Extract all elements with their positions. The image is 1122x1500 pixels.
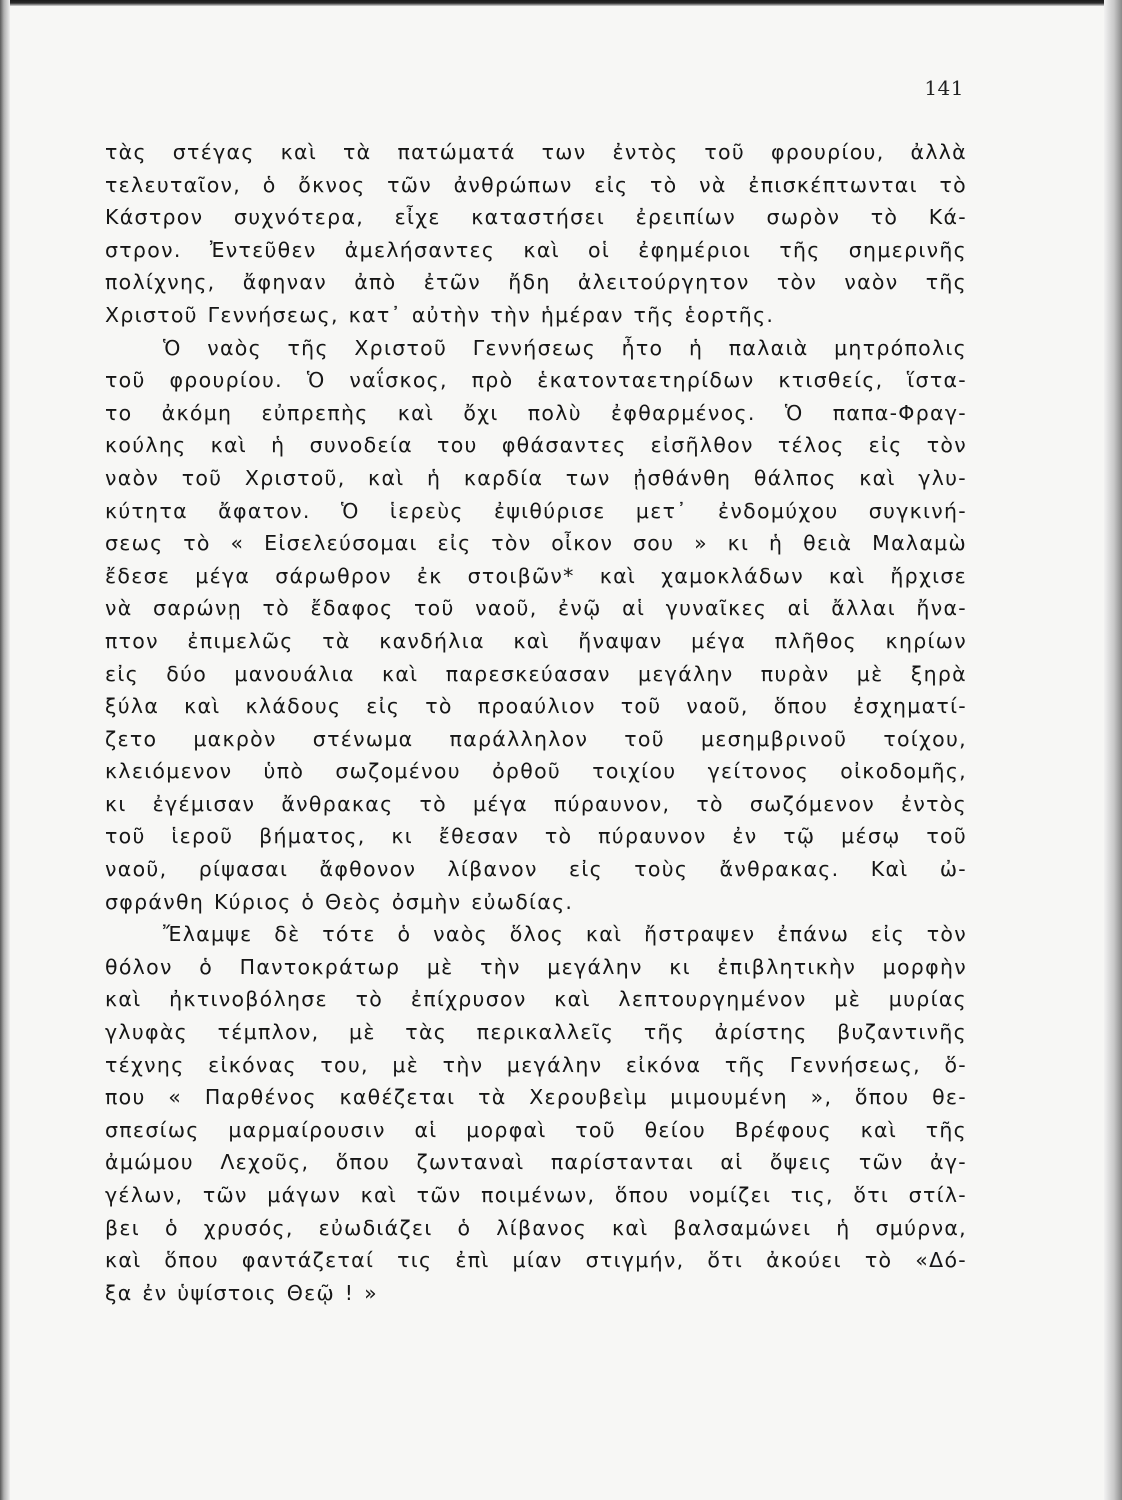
text-line: ξα ἐν ὑψίστοις Θεῷ ! » [105, 1280, 378, 1305]
scan-edge-left [0, 0, 10, 1500]
text-line: κλειόμενον ὑπὸ σωζομένου ὀρθοῦ τοιχίου γείτονος οἰκοδομῆς, [105, 759, 967, 784]
text-line: τὰς στέγας καὶ τὰ πατώματά των ἐντὸς τοῦ φρουρίου, ἀλλὰ [105, 140, 967, 164]
text-line: στρον. Ἐντεῦθεν ἀμελήσαντες καὶ οἱ ἐφημέριοι τῆς σημερινῆς [105, 237, 967, 262]
text-line: ἀμώμου Λεχοῦς, ὅπου ζωνταναὶ παρίστανται αἱ ὄψεις τῶν ἀγ- [105, 1150, 967, 1175]
text-line: ἔδεσε μέγα σάρωθρον ἐκ στοιβῶν* καὶ χαμοκλάδων καὶ ἤρχισε [105, 563, 967, 588]
text-line: Ἔλαμψε δὲ τότε ὁ ναὸς ὅλος καὶ ἤστραψεν ἐπάνω εἰς τὸν [163, 922, 967, 947]
text-line: θόλον ὁ Παντοκράτωρ μὲ τὴν μεγάλην κι ἐπιβλητικὴν μορφὴν [105, 954, 967, 979]
text-line: τοῦ φρουρίου. Ὁ ναΐσκος, πρὸ ἑκατονταετηρίδων κτισθείς, ἵστα- [105, 368, 967, 393]
text-line: σεως τὸ « Εἰσελεύσομαι εἰς τὸν οἶκον σου » κι ἡ θειὰ Μαλαμὼ [105, 531, 967, 556]
body-text [105, 136, 967, 1309]
text-line: τελευταῖον, ὁ ὄκνος τῶν ἀνθρώπων εἰς τὸ νὰ ἐπισκέπτωνται τὸ [105, 172, 967, 197]
text-line: τοῦ ἱεροῦ βήματος, κι ἔθεσαν τὸ πύραυνον ἐν τῷ μέσῳ τοῦ [105, 824, 967, 849]
text-line: ναοῦ, ρίψασαι ἄφθονον λίβανον εἰς τοὺς ἄνθρακας. Καὶ ὠ- [105, 857, 967, 882]
text-line: γέλων, τῶν μάγων καὶ τῶν ποιμένων, ὅπου νομίζει τις, ὅτι στίλ- [105, 1183, 967, 1207]
page-number: 141 [924, 76, 964, 100]
text-line: Ὁ ναὸς τῆς Χριστοῦ Γεννήσεως ἦτο ἡ παλαιὰ μητρόπολις [163, 335, 967, 360]
text-line: σφράνθη Κύριος ὁ Θεὸς ὀσμὴν εὐωδίας. [105, 889, 574, 914]
text-line: τέχνης εἰκόνας του, μὲ τὴν μεγάλην εἰκόνα τῆς Γεννήσεως, ὅ- [105, 1052, 967, 1077]
text-line: το ἀκόμη εὐπρεπὴς καὶ ὄχι πολὺ ἐφθαρμένος. Ὁ παπα-Φραγ- [105, 400, 967, 425]
text-line: ξύλα καὶ κλάδους εἰς τὸ προαύλιον τοῦ ναοῦ, ὅπου ἐσχηματί- [105, 694, 967, 719]
text-line: σπεσίως μαρμαίρουσιν αἱ μορφαὶ τοῦ θείου Βρέφους καὶ τῆς [105, 1117, 967, 1142]
text-line: Κάστρον συχνότερα, εἶχε καταστήσει ἐρειπίων σωρὸν τὸ Κά- [105, 205, 967, 230]
text-line: κούλης καὶ ἡ συνοδεία του φθάσαντες εἰσῆλθον τέλος εἰς τὸν [105, 433, 967, 458]
text-line: καὶ ὅπου φαντάζεταί τις ἐπὶ μίαν στιγμήν, ὅτι ἀκούει τὸ «Δό- [105, 1248, 967, 1273]
text-line: ζετο μακρὸν στένωμα παράλληλον τοῦ μεσημβρινοῦ τοίχου, [105, 726, 967, 751]
scan-edge-top [0, 0, 1122, 6]
text-line: που « Παρθένος καθέζεται τὰ Χερουβεὶμ μιμουμένη », ὅπου θε- [105, 1085, 967, 1110]
scan-edge-right [1104, 0, 1122, 1500]
text-line: πολίχνης, ἄφηναν ἀπὸ ἐτῶν ἤδη ἀλειτούργητον τὸν ναὸν τῆς [105, 270, 967, 295]
text-line: κι ἐγέμισαν ἄνθρακας τὸ μέγα πύραυνον, τὸ σωζόμενον ἐντὸς [105, 791, 967, 816]
text-line: γλυφὰς τέμπλον, μὲ τὰς περικαλλεῖς τῆς ἀρίστης βυζαντινῆς [105, 1020, 967, 1045]
text-line: καὶ ἠκτινοβόλησε τὸ ἐπίχρυσον καὶ λεπτουργημένον μὲ μυρίας [105, 987, 967, 1012]
text-line: κύτητα ἄφατον. Ὁ ἱερεὺς ἐψιθύρισε μετ᾽ ἐνδομύχου συγκινή- [105, 498, 967, 523]
text-line: Χριστοῦ Γεννήσεως, κατ᾽ αὐτὴν τὴν ἡμέραν τῆς ἑορτῆς. [105, 302, 775, 327]
text-line: ναὸν τοῦ Χριστοῦ, καὶ ἡ καρδία των ᾐσθάνθη θάλπος καὶ γλυ- [105, 465, 967, 490]
text-line: εἰς δύο μανουάλια καὶ παρεσκεύασαν μεγάλην πυρὰν μὲ ξηρὰ [105, 661, 967, 686]
text-line: βει ὁ χρυσός, εὐωδιάζει ὁ λίβανος καὶ βαλσαμώνει ἡ σμύρνα, [105, 1215, 967, 1240]
text-line: νὰ σαρώνῃ τὸ ἔδαφος τοῦ ναοῦ, ἐνῷ αἱ γυναῖκες αἱ ἄλλαι ἤνα- [105, 596, 967, 621]
text-line: πτον ἐπιμελῶς τὰ κανδήλια καὶ ἤναψαν μέγα πλῆθος κηρίων [105, 628, 967, 653]
